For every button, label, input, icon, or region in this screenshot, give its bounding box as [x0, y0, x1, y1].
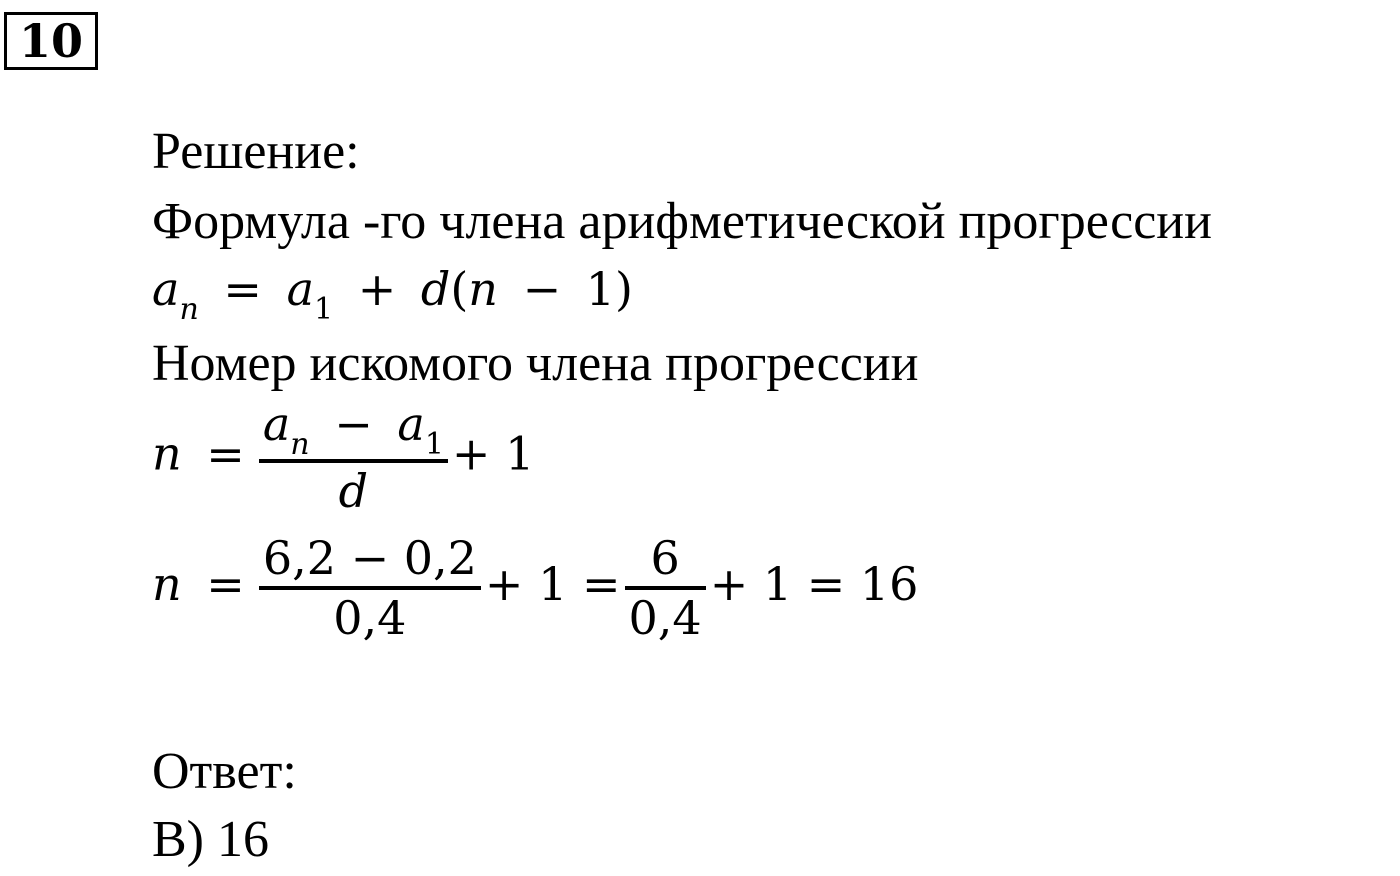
number-caption: Номер искомого члена прогрессии [152, 335, 919, 392]
result: + 1 = 16 [709, 557, 919, 611]
equals-sign: = [206, 426, 245, 481]
fraction-1-numerator: 6,2 − 0,2 [262, 531, 477, 585]
fraction-numerator [259, 396, 448, 462]
n-calculation [152, 530, 918, 646]
fraction-1 [259, 530, 481, 646]
paren-close: ) [615, 262, 633, 316]
n-formula [152, 396, 534, 519]
plus-one-equals: + 1 = [484, 557, 621, 611]
var-a: a [262, 397, 291, 451]
problem-number-box: 10 [4, 12, 98, 70]
fraction-2-denominator: 0,4 [625, 586, 706, 646]
fraction [259, 396, 448, 519]
plus-sign: + [357, 262, 397, 316]
nth-term-formula [152, 262, 633, 327]
fraction-2-numerator: 6 [650, 531, 680, 585]
answer-value: В) 16 [152, 811, 269, 868]
var-a: a [397, 397, 425, 451]
var-n-lhs: n [152, 557, 182, 611]
subscript-n: n [179, 292, 199, 327]
equals-sign: = [206, 557, 245, 611]
subscript-n: n [290, 427, 310, 462]
var-n-lhs: n [152, 426, 182, 481]
minus-sign: − [522, 262, 562, 316]
var-a-1: a [286, 262, 314, 316]
subscript-1: 1 [314, 292, 334, 327]
var-d: d [420, 262, 451, 316]
paren-open: ( [450, 262, 469, 316]
var-n: n [468, 262, 498, 316]
equals-sign: = [223, 262, 262, 316]
fraction-2 [625, 530, 706, 646]
solution-heading: Решение: [152, 123, 360, 180]
fraction-1-denominator: 0,4 [259, 586, 481, 646]
subscript-1: 1 [424, 427, 444, 462]
const-one: 1 [585, 262, 616, 316]
var-a-n: a [152, 262, 180, 316]
formula-caption: Формула -го члена арифметической прогрессии [152, 193, 1212, 250]
fraction-denominator: d [259, 459, 448, 519]
answer-heading: Ответ: [152, 743, 297, 800]
minus-sign: − [334, 397, 373, 451]
plus-one: + 1 [451, 426, 535, 481]
